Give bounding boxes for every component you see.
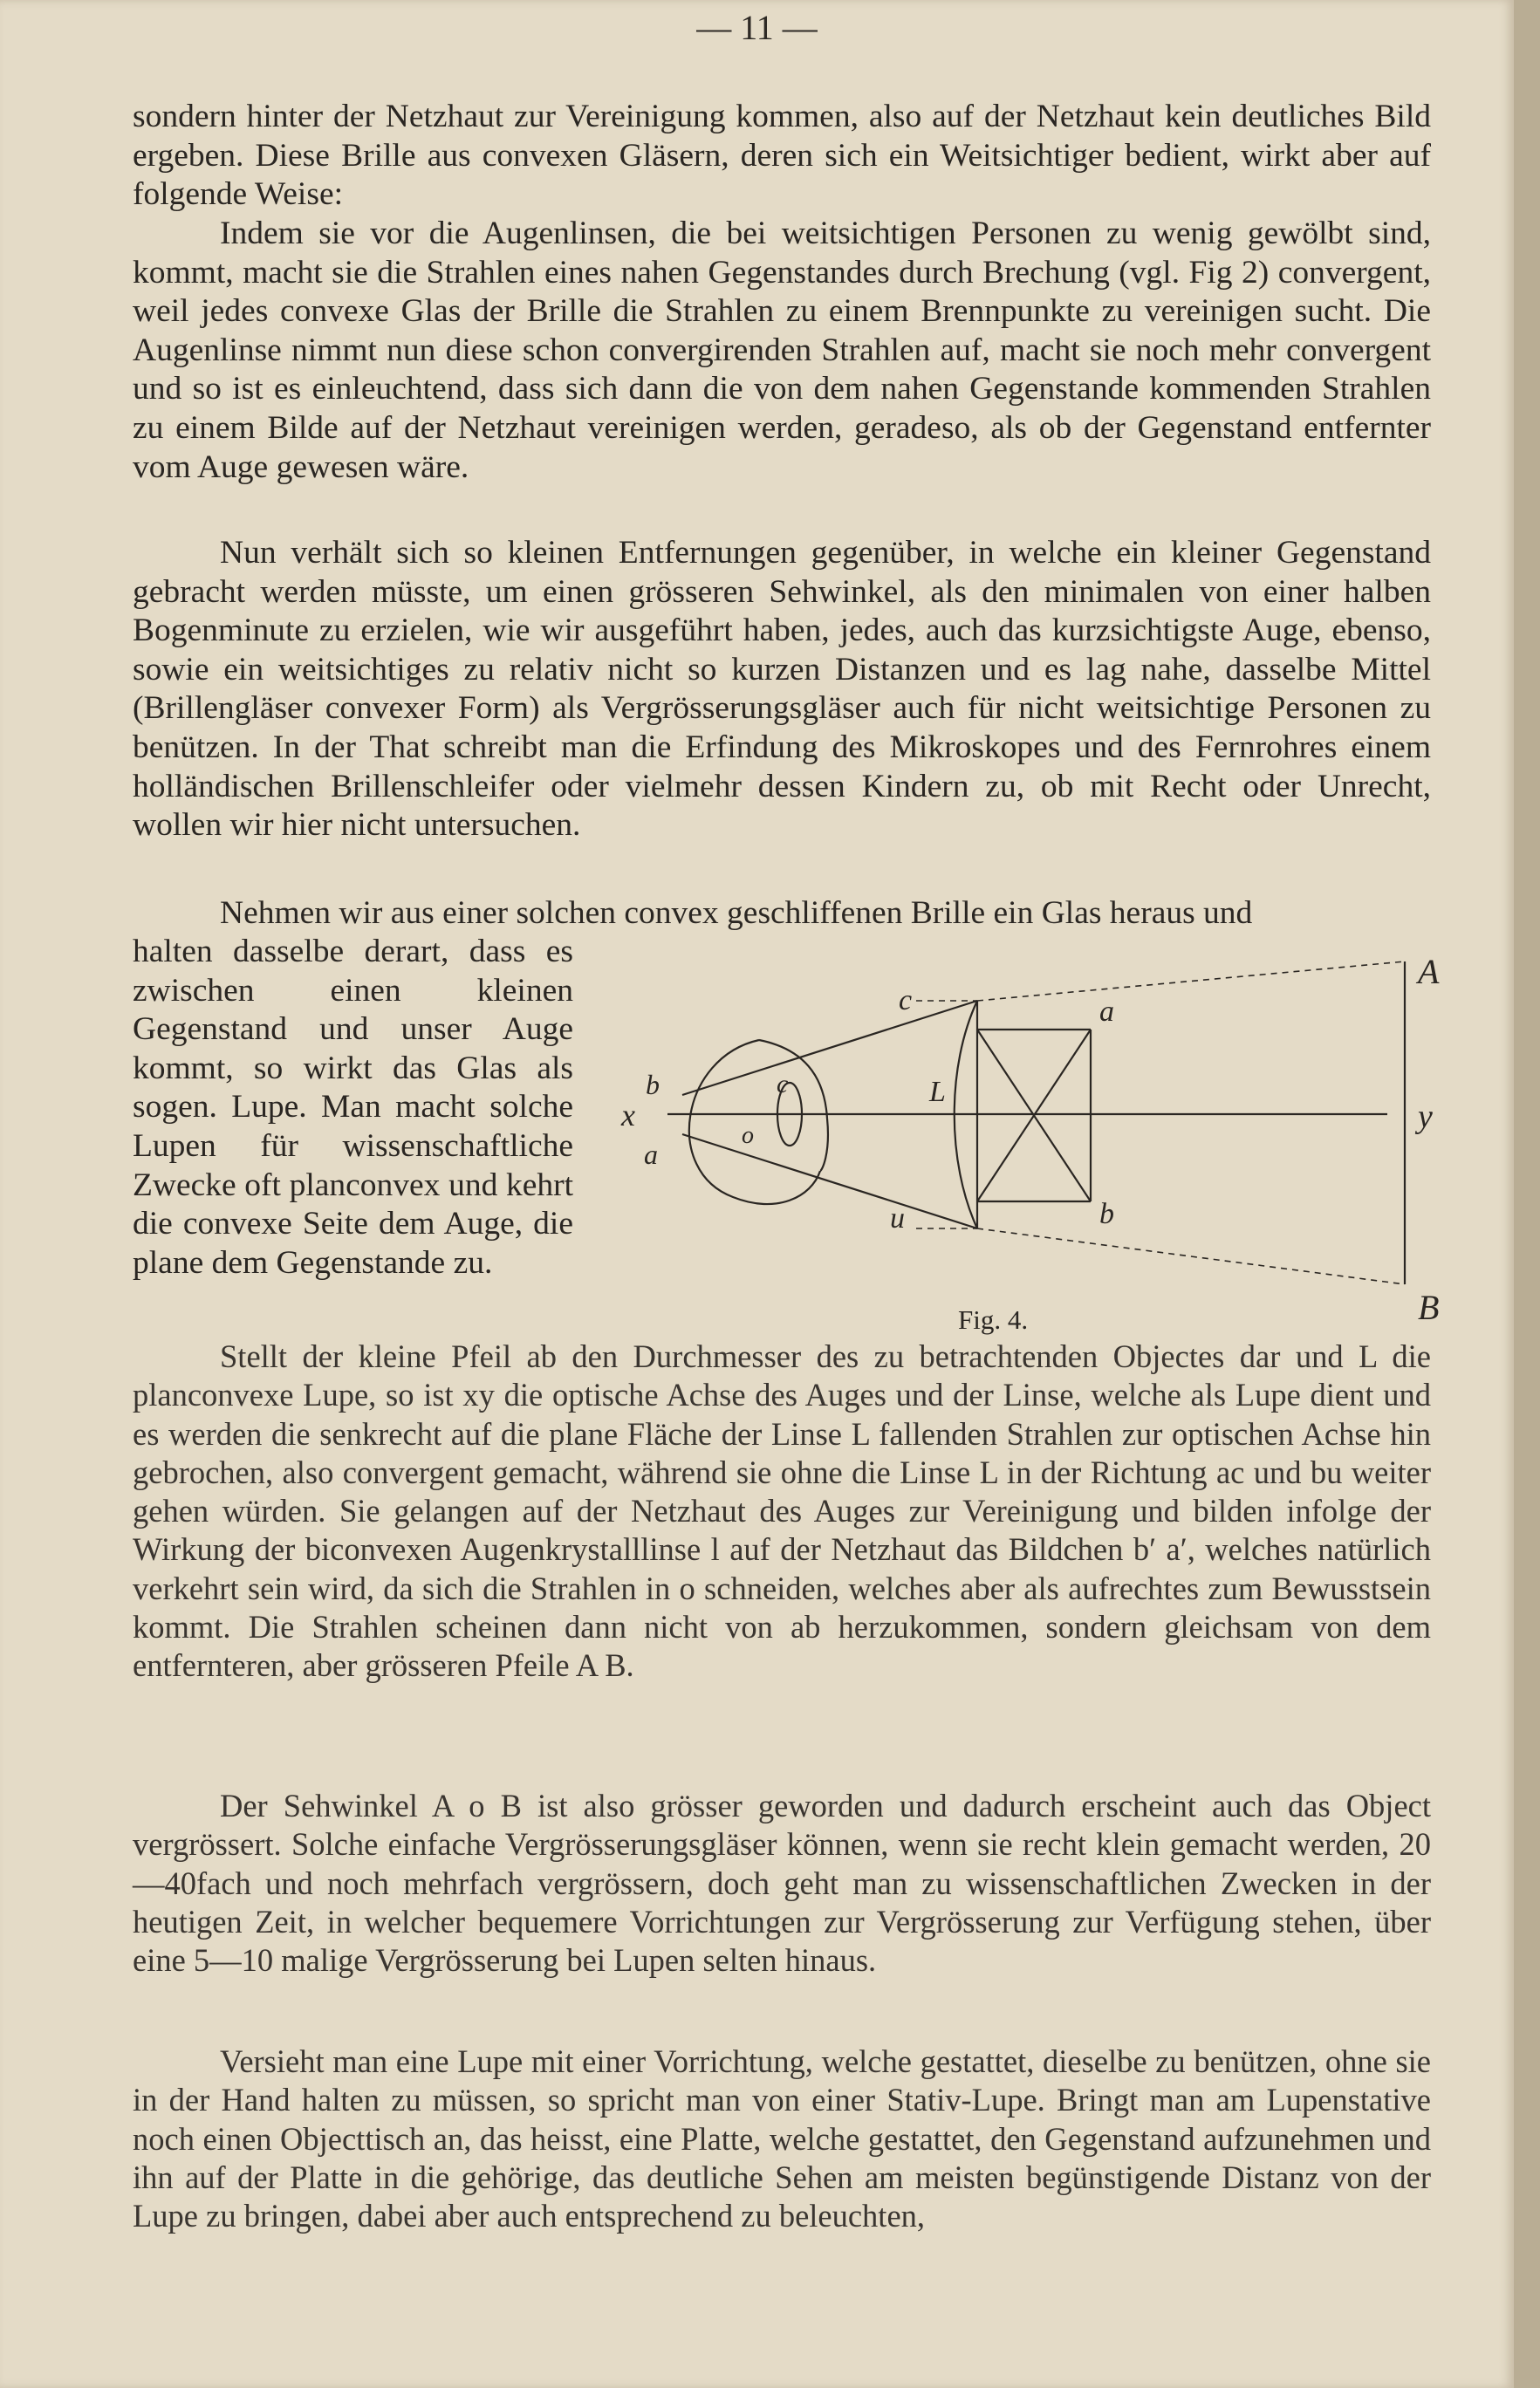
label-x: x [621, 1098, 635, 1132]
label-y: y [1418, 1098, 1433, 1135]
page-number: — 11 — [696, 8, 818, 47]
label-b: b [1099, 1198, 1114, 1230]
label-o: o [742, 1122, 754, 1149]
paragraph-3: Nun verhält sich so kleinen Entfernungen gegenüber, in welche ein kleiner Gegenstand gebracht werden müsste, um einen grösseren Sehwinkel, als den minimalen von einer halben Bogenminute zu erzielen, wie wir ausgeführt haben, jedes, auch das kurzsichtigste Auge, ebenso, sowie ein weitsichtiges zu relativ nicht so kurzen Distanzen und es lag nahe, dasselbe Mittel (Brillengläser convexer Form) als Vergrösserungsgläser auch für nicht weitsichtige Personen zu benützen. In der That schreibt man die Erfindung des Mikroskopes und des Fernrohres einem holländischen Brillenschleifer oder vielmehr dessen Kindern zu, ob mit Recht oder Unrecht, wollen wir hier nicht untersuchen. [133, 535, 1431, 844]
paragraph-4-start: Nehmen wir aus einer solchen convex geschliffenen Brille ein Glas heraus und [220, 895, 1253, 931]
label-eye-lens: c [777, 1070, 789, 1098]
paragraph-6: Der Sehwinkel A o B ist also grösser geworden und dadurch erscheint auch das Object vergrössert. Solche einfache Vergrösserungsgläser können, wenn sie recht klein gemacht werden, 20—40fach und noch mehrfach vergrössern, doch geht man zu wissenschaftlichen Zwecken in der heutigen Zeit, in welcher bequemere Vorrichtungen zur Vergrösserung zur Verfügung stehen, über eine 5—10 malige Vergrösserung bei Lupen selten hinaus. [133, 1788, 1431, 1979]
figure-caption: Fig. 4. [958, 1304, 1029, 1335]
label-B: B [1418, 1288, 1440, 1327]
ray-bu-extension [977, 1228, 1405, 1284]
label-a-left: a [644, 1139, 658, 1170]
label-a: a [1099, 996, 1114, 1028]
label-L: L [929, 1076, 946, 1108]
paragraph-1: sondern hinter der Netzhaut zur Vereinigung kommen, also auf der Netzhaut kein deutliches Bild ergeben. Diese Brille aus convexen Gläsern, deren sich ein Weitsichtiger bedient, wirkt aber auf folgende Weise: [133, 99, 1431, 213]
paragraph-5: Stellt der kleine Pfeil ab den Durchmesser des zu betrachtenden Objectes dar und L die planconvexe Lupe, so ist xy die optische Achse des Auges und der Linse, welche als Lupe dient und es werden die senkrecht auf die plane Fläche der Linse L fallenden Strahlen zur optischen Achse hin gebrochen, also convergent gemacht, während sie ohne die Linse L in der Richtung ac und bu weiter gehen würden. Sie gelangen auf der Netzhaut des Auges zur Vereinigung und bilden infolge der Wirkung der biconvexen Augenkrystalllinse l auf der Netzhaut das Bildchen b′ a′, welches natürlich verkehrt sein wird, da sich die Strahlen in o schneiden, welches aber als aufrechtes zum Bewusstsein kommt. Die Strahlen scheinen dann nicht von ab herzukommen, sondern gleichsam von dem entfernteren, aber grösseren Pfeile A B. [133, 1338, 1431, 1684]
paragraph-4-wrap: halten dasselbe derart, dass es zwischen einen kleinen Gegenstand und unser Auge kommt, so wirkt das Glas als sogen. Lupe. Man macht solche Lupen für wissenschaftliche Zwecke oft planconvex und kehrt die convexe Seite dem Auge, die plane dem Gegenstande zu. [133, 934, 573, 1281]
label-A: A [1418, 952, 1440, 991]
label-b-left: b [646, 1069, 660, 1100]
figure-4-loupe-diagram [602, 935, 1448, 1337]
loupe-ray-diagram [602, 935, 1448, 1337]
scan-edge [1514, 0, 1540, 2388]
paragraph-2: Indem sie vor die Augenlinsen, die bei weitsichtigen Personen zu wenig gewölbt sind, kommt, macht sie die Strahlen eines nahen Gegenstandes durch Brechung (vgl. Fig 2) convergent, weil jedes convexe Glas der Brille die Strahlen zu einem Brennpunkte zu vereinigen sucht. Die Augenlinse nimmt nun diese schon convergirenden Strahlen auf, macht sie noch mehr convergent und so ist es einleuchtend, dass sich dann die von dem nahen Gegenstande kommenden Strahlen zu einem Bilde auf der Netzhaut vereinigen werden, geradeso, als ob der Gegenstand entfernter vom Auge gewesen wäre. [133, 216, 1431, 485]
label-c: c [899, 984, 913, 1016]
label-u: u [890, 1202, 905, 1235]
ray-lower [682, 1134, 977, 1228]
paragraph-7: Versieht man eine Lupe mit einer Vorrichtung, welche gestattet, dieselbe zu benützen, ohne sie in der Hand halten zu müssen, so spricht man von einer Stativ-Lupe. Bringt man am Lupenstative noch einen Objecttisch an, das heisst, eine Platte, welche gestattet, den Gegenstand aufzunehmen und ihn auf der Platte in die gehörige, das deutliche Sehen am meisten begünstigende Distanz von der Lupe zu bringen, dabei aber auch entsprechend zu beleuchten, [133, 2043, 1431, 2234]
ray-ac-extension [977, 961, 1405, 1001]
